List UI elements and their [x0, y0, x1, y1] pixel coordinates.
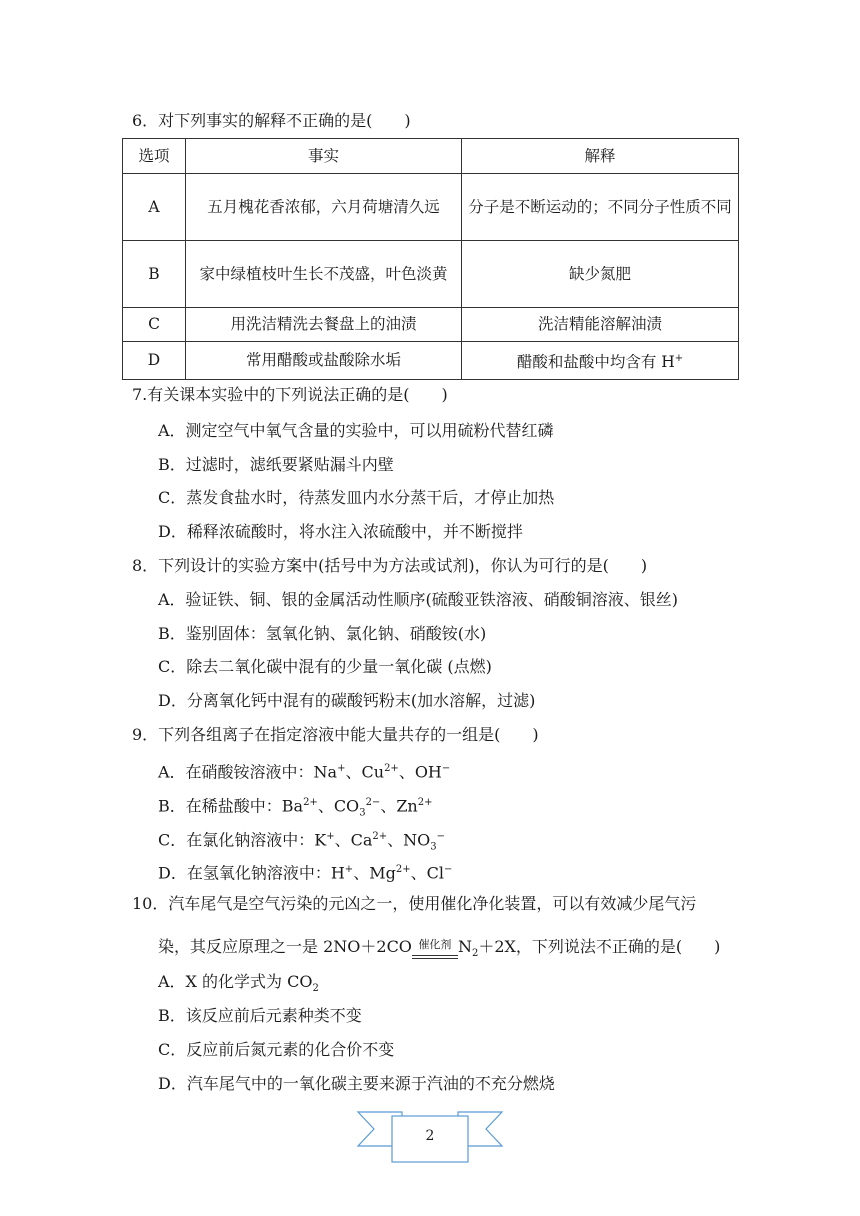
row-explanation: 洗洁精能溶解油渍 — [462, 308, 739, 342]
q10-option-d: D．汽车尾气中的一氧化碳主要来源于汽油的不充分燃烧 — [158, 1074, 555, 1093]
header-option: 选项 — [123, 139, 186, 174]
q10-option-c: C．反应前后氮元素的化合价不变 — [158, 1040, 395, 1059]
q7-option-c: C．蒸发食盐水时，待蒸发皿内水分蒸干后，才停止加热 — [158, 488, 555, 507]
row-option: A — [123, 174, 186, 241]
q7-option-a: A．测定空气中氧气含量的实验中，可以用硫粉代替红磷 — [158, 421, 554, 440]
q9-option-a: A．在硝酸铵溶液中：Na+、$Cu^{2+}$、OH− — [158, 762, 451, 782]
catalyst-label: 催化剂 — [418, 938, 452, 952]
table-row — [123, 342, 739, 380]
table-header-row — [123, 139, 739, 174]
q8-option-a: A．验证铁、铜、银的金属活动性顺序(硫酸亚铁溶液、硝酸铜溶液、银丝) — [158, 590, 679, 609]
facts-table — [122, 138, 739, 380]
row-explanation: 醋酸和盐酸中均含有 H+ — [462, 342, 739, 380]
question-8-stem: 8．下列设计的实验方案中(括号中为方法或试剂)，你认为可行的是( ) — [132, 556, 648, 575]
q10-option-a: A．X 的化学式为 $CO_2$ — [158, 972, 319, 995]
q8-option-d: D．分离氧化钙中混有的碳酸钙粉末(加水溶解，过滤) — [158, 691, 536, 710]
question-10-equation-line: 染，其反应原理之一是 2NO＋2CO 催化剂 $N_2+2X$，下列说法不正确的是( ) — [158, 936, 720, 965]
question-6-stem: 6．对下列事实的解释不正确的是( ) — [132, 111, 411, 130]
q8-option-b: B．鉴别固体：氢氧化钠、氯化钠、硝酸铵(水) — [158, 624, 487, 643]
row-fact: 常用醋酸或盐酸除水垢 — [186, 342, 462, 380]
header-fact: 事实 — [186, 139, 462, 174]
question-10-stem: 10．汽车尾气是空气污染的元凶之一，使用催化净化装置，可以有效减少尾气污 — [132, 894, 697, 913]
q7-option-d: D．稀释浓硫酸时，将水注入浓硫酸中，并不断搅拌 — [158, 522, 523, 541]
table-row — [123, 241, 739, 308]
q9-option-b: B．在稀盐酸中：$Ba^{2+}$、$CO_3^{2-}$、$Zn^{2+}$ — [158, 796, 433, 819]
row-explanation: 分子是不断运动的；不同分子性质不同 — [462, 174, 739, 241]
q10-option-b: B．该反应前后元素种类不变 — [158, 1006, 362, 1025]
q9-option-c: C．在氯化钠溶液中：K+、$Ca^{2+}$、$NO_3^-$ — [158, 830, 446, 853]
reaction-arrow — [412, 938, 458, 965]
row-explanation: 缺少氮肥 — [462, 241, 739, 308]
page-number: 2 — [425, 1128, 435, 1144]
header-explanation: 解释 — [462, 139, 739, 174]
table-row — [123, 308, 739, 342]
row-fact: 五月槐花香浓郁，六月荷塘清久远 — [186, 174, 462, 241]
row-fact: 家中绿植枝叶生长不茂盛，叶色淡黄 — [186, 241, 462, 308]
row-option: D — [123, 342, 186, 380]
table-row — [123, 174, 739, 241]
q7-option-b: B．过滤时，滤纸要紧贴漏斗内壁 — [158, 455, 394, 474]
question-9-stem: 9．下列各组离子在指定溶液中能大量共存的一组是( ) — [132, 725, 539, 744]
row-option: B — [123, 241, 186, 308]
q8-option-c: C．除去二氧化碳中混有的少量一氧化碳 (点燃) — [158, 657, 492, 676]
row-fact: 用洗洁精洗去餐盘上的油渍 — [186, 308, 462, 342]
row-option: C — [123, 308, 186, 342]
q9-option-d: D．在氢氧化钠溶液中：H+、$Mg^{2+}$、Cl− — [158, 863, 453, 883]
page-number-ribbon — [352, 1110, 508, 1166]
question-7-stem: 7.有关课本实验中的下列说法正确的是( ) — [132, 385, 448, 404]
